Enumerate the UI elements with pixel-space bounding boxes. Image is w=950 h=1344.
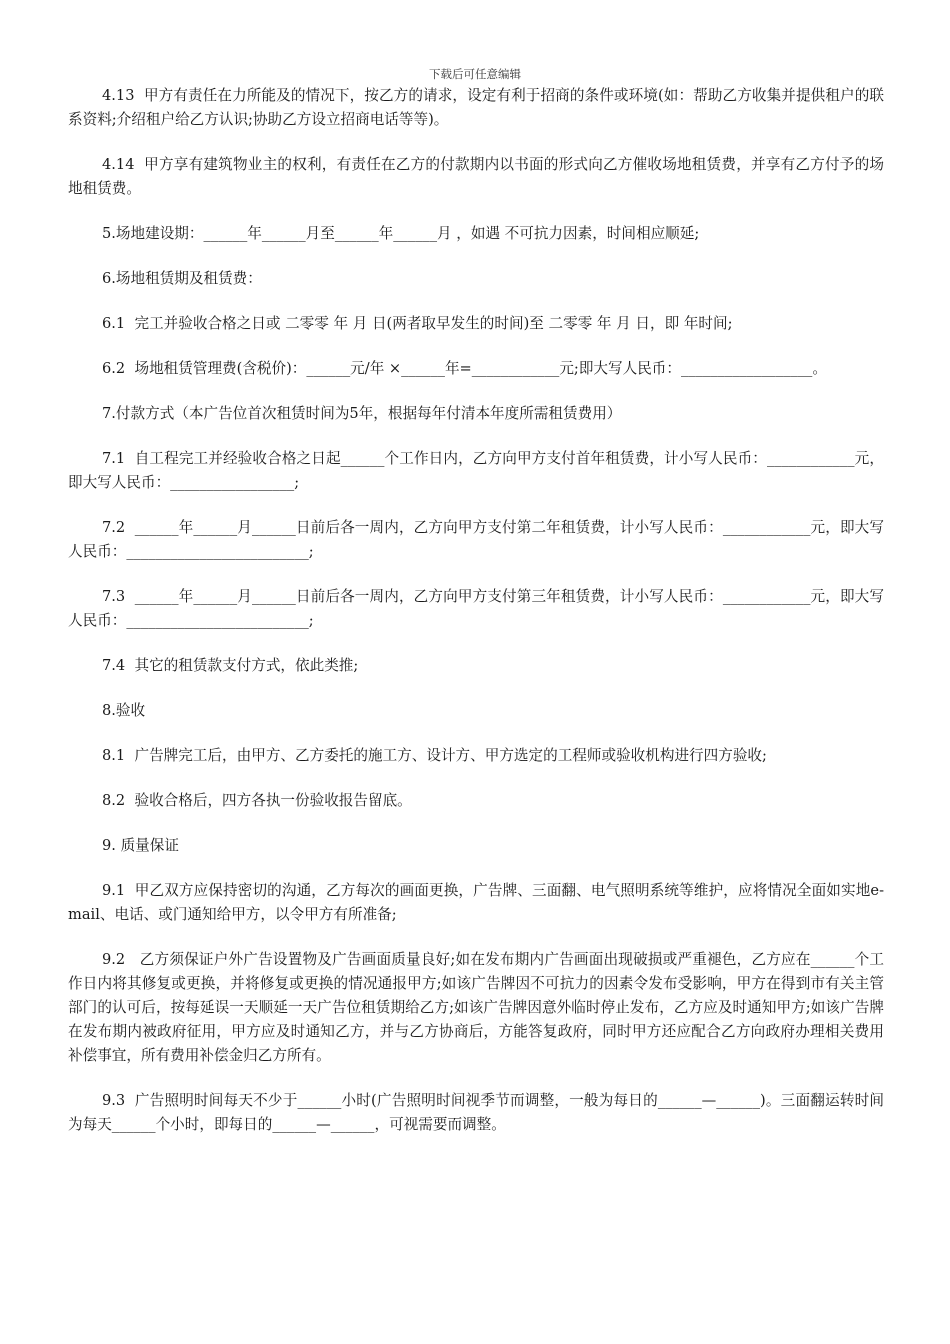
clause-8-1: 8.1 广告牌完工后，由甲方、乙方委托的施工方、设计方、甲方选定的工程师或验收机构进行四方验收; [102, 747, 767, 764]
clause-6-1: 6.1 完工并验收合格之日或 二零零 年 月 日(两者取早发生的时间)至 二零零 年 月 日，即 年时间; [102, 315, 733, 332]
clause-6-2: 6.2 场地租赁管理费(含税价)：______元/年 ×______年=____________元;即大写人民币：__________________。 [102, 360, 827, 377]
clause-8-2: 8.2 验收合格后，四方各执一份验收报告留底。 [102, 792, 412, 809]
clause-7-3: 7.3 ______年______月______日前后各一周内，乙方向甲方支付第三年租赁费，计小写人民币：____________元，即大写人民币：_________________________; [68, 588, 884, 629]
clause-4-13: 4.13 甲方有责任在力所能及的情况下，按乙方的请求，设定有利于招商的条件或环境(如：帮助乙方收集并提供租户的联系资料;介绍租户给乙方认识;协助乙方设立招商电话等等)。 [68, 87, 884, 128]
clause-7-heading: 7.付款方式（本广告位首次租赁时间为5年，根据每年付清本年度所需租赁费用） [102, 405, 622, 422]
clause-9-3: 9.3 广告照明时间每天不少于______小时(广告照明时间视季节而调整，一般为每日的______—______)。三面翻运转时间为每天______个小时，即每日的______—______，可视需要而调整。 [68, 1092, 884, 1133]
clause-9-2: 9.2 乙方须保证户外广告设置物及广告画面质量良好;如在发布期内广告画面出现破损或严重褪色，乙方应在______个工作日内将其修复或更换，并将修复或更换的情况通报甲方;如该广告牌因不可抗力的因素令发布受影响，甲方在得到市有关主管部门的认可后，按每延误一天顺延一天广告位租赁期给乙方;如该广告牌因意外临时停止发布，乙方应及时通知甲方;如该广告牌在发布期内被政府征用，甲方应及时通知乙方，并与乙方协商后，方能答复政府，同时甲方还应配合乙方向政府办理相关费用补偿事宜，所有费用补偿金归乙方所有。 [68, 951, 884, 1064]
clause-9-1: 9.1 甲乙双方应保持密切的沟通，乙方每次的画面更换，广告牌、三面翻、电气照明系统等维护，应将情况全面如实地e-mail、电话、或门通知给甲方，以令甲方有所准备; [68, 882, 884, 923]
page-header: 下载后可任意编辑 [429, 67, 521, 81]
clause-8-heading: 8.验收 [102, 702, 146, 719]
clause-7-4: 7.4 其它的租赁款支付方式，依此类推; [102, 657, 359, 674]
clause-9-heading: 9. 质量保证 [102, 837, 179, 854]
clause-4-14: 4.14 甲方享有建筑物业主的权利，有责任在乙方的付款期内以书面的形式向乙方催收场地租赁费，并享有乙方付予的场地租赁费。 [68, 156, 884, 197]
clause-6-heading: 6.场地租赁期及租赁费： [102, 270, 262, 287]
clause-5: 5.场地建设期：______年______月至______年______月 ，如遇 不可抗力因素，时间相应顺延; [102, 225, 700, 242]
document-body [68, 84, 884, 1158]
clause-7-1: 7.1 自工程完工并经验收合格之日起______个工作日内，乙方向甲方支付首年租赁费，计小写人民币：____________元，即大写人民币：_________________; [68, 450, 884, 491]
clause-7-2: 7.2 ______年______月______日前后各一周内，乙方向甲方支付第二年租赁费，计小写人民币：____________元，即大写人民币：_________________________; [68, 519, 884, 560]
